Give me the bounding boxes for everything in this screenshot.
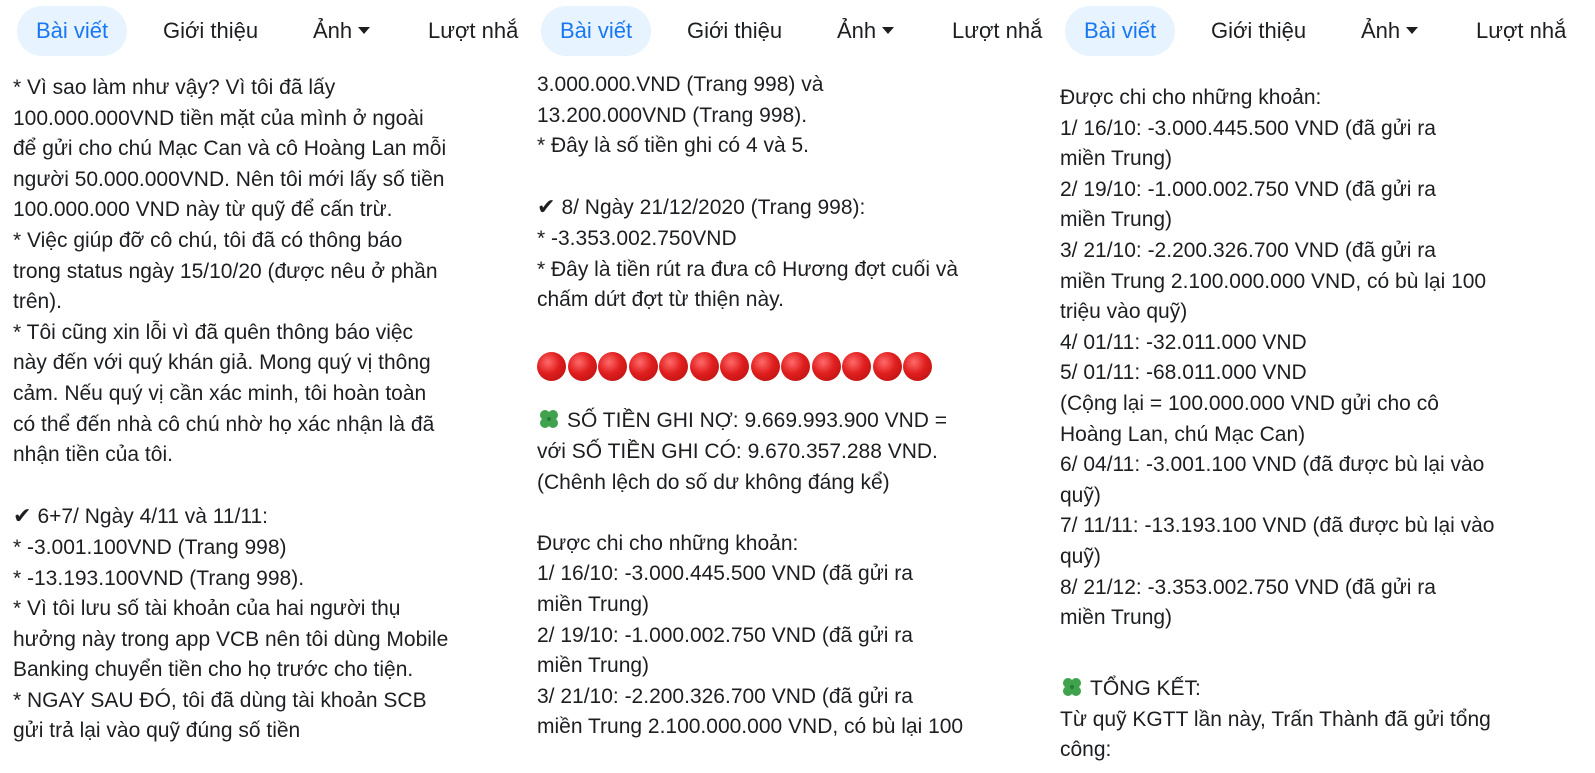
text-line: Từ quỹ KGTT lần này, Trấn Thành đã gửi tổng <box>1060 707 1491 731</box>
tab-posts[interactable]: Bài viết <box>1065 6 1175 56</box>
text-line: (Cộng lại = 100.000.000 VND gửi cho cô <box>1060 391 1439 415</box>
text-line: 1/ 16/10: -3.000.445.500 VND (đã gửi ra <box>537 562 913 586</box>
text-line: 7/ 11/11: -13.193.100 VND (đã được bù lại vào <box>1060 514 1495 538</box>
text-line: 4/ 01/11: -32.011.000 VND <box>1060 330 1307 354</box>
text-line: chấm dứt đợt từ thiện này. <box>537 288 784 312</box>
text-line: cảm. Nếu quý vị cần xác minh, tôi hoàn toàn <box>13 381 427 405</box>
text-line: 3.000.000.VND (Trang 998) và <box>537 73 824 96</box>
tab-photos[interactable] <box>837 6 894 56</box>
text-line: 5/ 01/11: -68.011.000 VND <box>1060 361 1307 385</box>
text-line: 3/ 21/10: -2.200.326.700 VND (đã gửi ra <box>1060 238 1436 262</box>
caret-down-icon <box>358 27 370 34</box>
text-line: 8/ 21/12: -3.353.002.750 VND (đã gửi ra <box>1060 575 1436 599</box>
text-line: (Chênh lệch do số dư không đáng kể) <box>537 470 890 494</box>
check-mark-icon: ✔ <box>13 503 32 529</box>
section-heading-text: 8/ Ngày 21/12/2020 (Trang 998): <box>561 196 866 220</box>
text-line: 100.000.000 VND này từ quỹ để cấn trừ. <box>13 198 393 222</box>
text-line: Được chi cho những khoản: <box>537 531 799 555</box>
text-line: người 50.000.000VND. Nên tôi mới lấy số tiền <box>13 167 445 191</box>
profile-tab-bar <box>0 6 524 58</box>
tab-about[interactable]: Giới thiệu <box>687 18 783 43</box>
red-dots-divider <box>537 346 1042 394</box>
red-circle-icon <box>842 352 871 381</box>
text-line: * Vì sao làm như vậy? Vì tôi đã lấy <box>13 76 336 99</box>
text-line: Được chi cho những khoản: <box>1060 86 1322 109</box>
tab-photos-label: Ảnh <box>313 18 353 43</box>
text-line: miền Trung 2.100.000.000 VND, có bù lại 100 <box>537 715 964 739</box>
text-line: 1/ 16/10: -3.000.445.500 VND (đã gửi ra <box>1060 116 1436 140</box>
text-line: nhận tiền của tôi. <box>13 443 173 467</box>
red-circle-icon <box>568 352 597 381</box>
summary-text: SỐ TIỀN GHI NỢ: 9.669.993.900 VND = <box>567 409 948 433</box>
section-heading <box>13 501 518 533</box>
text-line: * Việc giúp đỡ cô chú, tôi đã có thông báo <box>13 228 403 252</box>
red-circle-icon <box>690 352 719 381</box>
text-line: miền Trung) <box>1060 147 1173 171</box>
red-circle-icon <box>812 352 841 381</box>
text-line: miền Trung) <box>1060 606 1173 630</box>
text-line: Banking chuyển tiền cho họ trước cho tiện. <box>13 658 414 682</box>
profile-tab-bar <box>1048 6 1595 58</box>
red-circle-icon <box>903 352 932 381</box>
red-circle-icon <box>781 352 810 381</box>
text-line: với SỐ TIỀN GHI CÓ: 9.670.357.288 VND. <box>537 439 938 463</box>
text-line: * NGAY SAU ĐÓ, tôi đã dùng tài khoản SCB <box>13 688 427 712</box>
text-line: * Vì tôi lưu số tài khoản của hai người thụ <box>13 597 401 621</box>
text-line: 100.000.000VND tiền mặt của mình ở ngoài <box>13 106 424 130</box>
post-text <box>537 70 1042 743</box>
post-text <box>13 73 518 747</box>
tab-posts[interactable]: Bài viết <box>17 6 127 56</box>
text-line: * Tôi cũng xin lỗi vì đã quên thông báo việc <box>13 320 414 344</box>
text-line: quỹ) <box>1060 544 1101 568</box>
tab-photos[interactable] <box>1361 6 1418 56</box>
text-line: Hoàng Lan, chú Mạc Can) <box>1060 422 1306 446</box>
tab-more[interactable]: Lượt nhắ <box>428 18 519 43</box>
red-circle-icon <box>751 352 780 381</box>
text-line: miền Trung) <box>537 654 650 678</box>
red-circle-icon <box>720 352 749 381</box>
red-circle-icon <box>873 352 902 381</box>
text-line: * -3.353.002.750VND <box>537 226 737 250</box>
text-line: công: <box>1060 738 1112 762</box>
section-heading-text: 6+7/ Ngày 4/11 và 11/11: <box>37 505 269 529</box>
text-line: quỹ) <box>1060 483 1101 507</box>
text-line: gửi trả lại vào quỹ đúng số tiền <box>13 719 301 743</box>
caret-down-icon <box>882 27 894 34</box>
check-mark-icon: ✔ <box>537 194 556 220</box>
tab-photos-label: Ảnh <box>1361 18 1401 43</box>
post-text <box>1060 83 1589 766</box>
summary-line <box>537 406 1042 437</box>
text-line: triệu vào quỹ) <box>1060 300 1188 324</box>
tab-posts[interactable]: Bài viết <box>541 6 651 56</box>
post-panel-3 <box>1048 0 1595 773</box>
tab-photos[interactable] <box>313 6 370 56</box>
text-line: để gửi cho chú Mạc Can và cô Hoàng Lan mỗi <box>13 137 447 161</box>
text-line: 13.200.000VND (Trang 998). <box>537 103 808 127</box>
red-circle-icon <box>537 352 566 381</box>
text-line: trên). <box>13 290 63 314</box>
text-line: hưởng này trong app VCB nên tôi dùng Mobile <box>13 627 449 651</box>
section-heading <box>537 192 1042 224</box>
summary-title <box>1060 674 1589 705</box>
red-circle-icon <box>629 352 658 381</box>
text-line: * Đây là tiền rút ra đưa cô Hương đợt cuối và <box>537 257 959 281</box>
red-circle-icon <box>598 352 627 381</box>
text-line: 2/ 19/10: -1.000.002.750 VND (đã gửi ra <box>537 623 913 647</box>
profile-tab-bar <box>524 6 1048 58</box>
post-panel-2 <box>524 0 1048 773</box>
post-panel-1 <box>0 0 524 773</box>
text-line: miền Trung) <box>1060 208 1173 232</box>
text-line: miền Trung 2.100.000.000 VND, có bù lại 100 <box>1060 269 1487 293</box>
red-circle-icon <box>659 352 688 381</box>
text-line: * -3.001.100VND (Trang 998) <box>13 535 287 559</box>
text-line: có thể đến nhà cô chú nhờ họ xác nhận là đã <box>13 412 435 436</box>
text-line: 2/ 19/10: -1.000.002.750 VND (đã gửi ra <box>1060 177 1436 201</box>
tab-more[interactable]: Lượt nhắ <box>952 18 1043 43</box>
text-line: 3/ 21/10: -2.200.326.700 VND (đã gửi ra <box>537 684 913 708</box>
tab-about[interactable]: Giới thiệu <box>1211 18 1307 43</box>
tab-more[interactable]: Lượt nhắ <box>1476 18 1567 43</box>
tab-photos-label: Ảnh <box>837 18 877 43</box>
text-line: này đến với quý khán giả. Mong quý vị thông <box>13 351 431 375</box>
tab-about[interactable]: Giới thiệu <box>163 18 259 43</box>
four-leaf-clover-icon <box>1060 675 1084 699</box>
text-line: * Đây là số tiền ghi có 4 và 5. <box>537 134 809 158</box>
text-line: miền Trung) <box>537 592 650 616</box>
text-line: 6/ 04/11: -3.001.100 VND (đã được bù lại vào <box>1060 453 1485 477</box>
four-leaf-clover-icon <box>537 407 561 431</box>
text-line: trong status ngày 15/10/20 (được nêu ở phần <box>13 259 438 283</box>
caret-down-icon <box>1406 27 1418 34</box>
text-line: * -13.193.100VND (Trang 998). <box>13 566 305 590</box>
summary-title-text: TỔNG KẾT: <box>1090 677 1201 701</box>
